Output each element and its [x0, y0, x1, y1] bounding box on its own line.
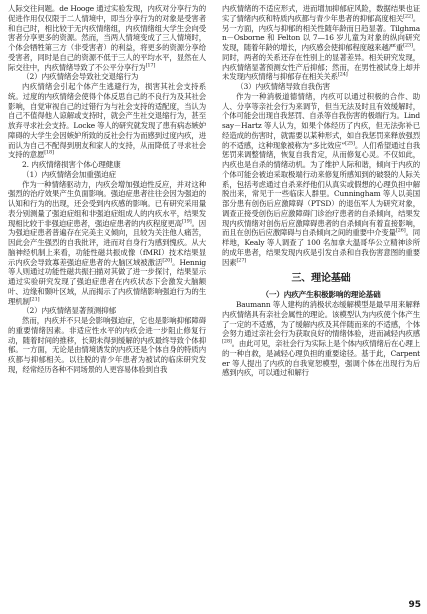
subheading: （2）内疚情绪会导致社交退缩行为 [22, 72, 139, 82]
body-paragraph [222, 300, 420, 378]
right-column [222, 4, 420, 596]
citation: [20] [162, 257, 172, 264]
citation: [18] [44, 149, 54, 156]
paragraph-text: 。另一方面，内疚与抑郁的相关性随年龄而日趋显著。Tilghman－Osborne 和 Felton 以 7—16 岁儿童为对象的纵向研究发现，随着年龄的增长，内疚感会使抑郁程度越来越严重 [222, 13, 420, 52]
paragraph-text: 内疚情绪会引起个体产生逃避行为，损害其社会支持系统。过度的内疚情绪会使得个体反思自己的不良行为及其社会影响，自觉审视自己的过错行为与社会支持的适配度，当认为自己不值得他人谅解或支持时，就会产生社交退缩行为，甚至放弃寻求社会支持。Locke 等人的研究就发现了患有病态嫉妒障碍的大学生会因嫉妒所致的反社会行为而感到过度内疚，进而认为自己不配得到朋友和家人的支持，从而降低了寻求社会支持的意愿 [8, 82, 206, 160]
body-paragraph: 然而，内疚并不只是会影响强迫症，它也是影响抑郁障碍的重要情绪因素。非适应性水平的内疚会进一步阻止修复行动，随着时间的推移，长期未得到缓解的内疚最终导致个体抑郁。一方面，无论是由情境诱发的内疚还是个体自身的特质内疚都与抑郁相关。以往脱的青少年患者为被试的临床研究发现，经常经历各种不同场景的人更容易体验到自我 [8, 316, 206, 374]
page-number: 95 [408, 600, 421, 610]
citation: [24] [337, 71, 348, 78]
left-column [8, 4, 206, 596]
paragraph-text: 。同样地，Kealy 等人调查了 100 名加拿大温哥华公立精神诊所的成年患者，结果发现内疚是引发自杀和自我伤害意图的重要因素 [222, 228, 420, 267]
citation: [17] [145, 62, 156, 69]
paper-page [8, 4, 422, 598]
citation: [23] [403, 42, 413, 49]
citation: [25] [345, 140, 355, 147]
subheading: （3）内疚情绪导致自我伤害 [236, 82, 331, 91]
paragraph-text: 。Hennig 等人则通过功能性磁共振扫描对其做了进一步探讨，结果显示通过实验研究发现了强迫症患者在内疚状态下会激发大脑额叶、边缘和颞叶区域，从而揭示了内疚情绪影响强迫行为的生理机制 [8, 257, 206, 306]
citation: [19] [181, 218, 192, 225]
paragraph-text: 。人们希望通过自我惩罚来调整情绪，恢复自我肯定，从而修复心灵。不仅如此，内疚也是自杀的情绪动机。为了维护人际和谐，倾向于内疚的个体可能会被迫采取极端行动来修复所感知到的破裂的人际关系，包括考虑通过自杀来纾他们从真实或假想的心理负担中解脱出来，常见于一些临床人群里。Cunningham 等人以美国部分患有创伤后应激障碍（PTSD）的退伍军人为研究对象，调查正接受创伤后应激障碍门诊治疗患者的自杀倾向，结果发现内疚情绪对创伤后应激障碍患者的自杀倾向有着直接影响，而且在创伤后应激障碍与自杀倾向之间的重要中介变量 [222, 140, 420, 238]
section-heading: 2. 内疚情绪损害个体心理健康 [22, 160, 121, 169]
paragraph-text: 。由此可见，亲社会行为实际上是个体内疚情绪后在心理上的一种自救，是减轻心理负担的重要途径。基于此，Carpenter 等人提出了内疚的自我宽恕模型，强调个体在出现行为后感到内疚，可以通过和解行 [222, 339, 420, 378]
body-paragraph [222, 92, 420, 268]
citation: [27] [236, 257, 247, 264]
paragraph-text: Baumann 等人建构的消极状态缓解模型是最早用来解释内疚情绪具有亲社会属性的理论。该模型认为内疚使个体产生了一定的不适感，为了缓解内疚及其伴随而来的不适感，个体会努力通过亲社会行为获取良好的情绪体验，进而减轻内疚感 [222, 300, 420, 339]
citation: [22] [403, 13, 413, 20]
citation: [21] [29, 296, 40, 303]
paragraph-text: 内疚情绪的不适应形式，进而增加抑郁症风险，数据结果也证实了情绪内疚和特质内疚都与青少年患者的抑郁高度相关 [222, 4, 420, 23]
subheading: （1）内疚情绪会加重强迫症 [22, 169, 117, 179]
paragraph-text: 作为一种消极道德情绪，内疚可以通过积极的合作、助人、分享等亲社会行为来调节，但当无法及时且有效缓解时，个体可能会出现自我惩罚、自杀等自我伤害的极端行为。Lindsay－Hartz 等人认为，如果个体经历了内疚，但无法弥补已经造成的伤害时，就需要以某种形式，如自我惩罚来释放强烈的不适感，这种现象被称为“多比效应” [222, 91, 420, 150]
citation: [28] [222, 338, 232, 345]
section-title: 三、理论基础 [291, 273, 351, 285]
paragraph-text: 人际交往问题。de Hooge 通过实验发现，内疚对分享行为的促进作用仅仅限于二人情境中，即当分享行为的对象是受害者和自己时，相比较于无内疚情绪组，内疚情绪组大学生会向受害者分享更多的资源。然而，当两人情境变成了三人情境时，个体会牺牲第三方（非受害者）的利益，将更多的资源分享给受害者，同时是自己的资源不低于三人的平均水平，显然在人际交往中，内疚情绪导致了不公平分享行为 [8, 4, 206, 72]
paragraph-text: 作为一种情绪驱动力，内疚会增加强迫性反应，并对这种强烈的治疗效果产生负面影响。强迫症患者往往会因为强迫的认知和行为的出现，还会受到内疚感的影响。已有研究采用量表分别测量了强迫症组和非强迫症组成人的内疚水平，结果发现相比较于非强迫症患者，强迫症患者的内疚程度更高 [8, 179, 206, 228]
paragraph-text: 。同时，两者的关系还存在性别上的显著差异。相关研究发现，内疚情绪显著预测女性产后抑郁；然而，在男性被试身上却并未发现内疚情绪与抑郁存在相关关系 [222, 43, 420, 82]
subheading: （2）内疚情绪显著预测抑郁 [22, 306, 117, 316]
body-paragraph [8, 4, 206, 72]
body-paragraph [8, 82, 206, 160]
citation: [26] [395, 227, 406, 234]
body-paragraph [222, 4, 420, 82]
paragraph-text: 。因为强迫症患者普遍存在完美主义倾向，且较为关注他人痛苦，因此会产生强烈的自我批评，进而对自身行为感到愧疚。从大脑神经机制上来看，功能性磁共振成像（fMRI）技术结果显示内疚会导致寡差强迫症患者的大脑区域被激活 [8, 218, 206, 267]
subsection-heading: （一）内疚产生积极影响的理论基础 [261, 290, 381, 300]
body-paragraph [8, 180, 206, 307]
